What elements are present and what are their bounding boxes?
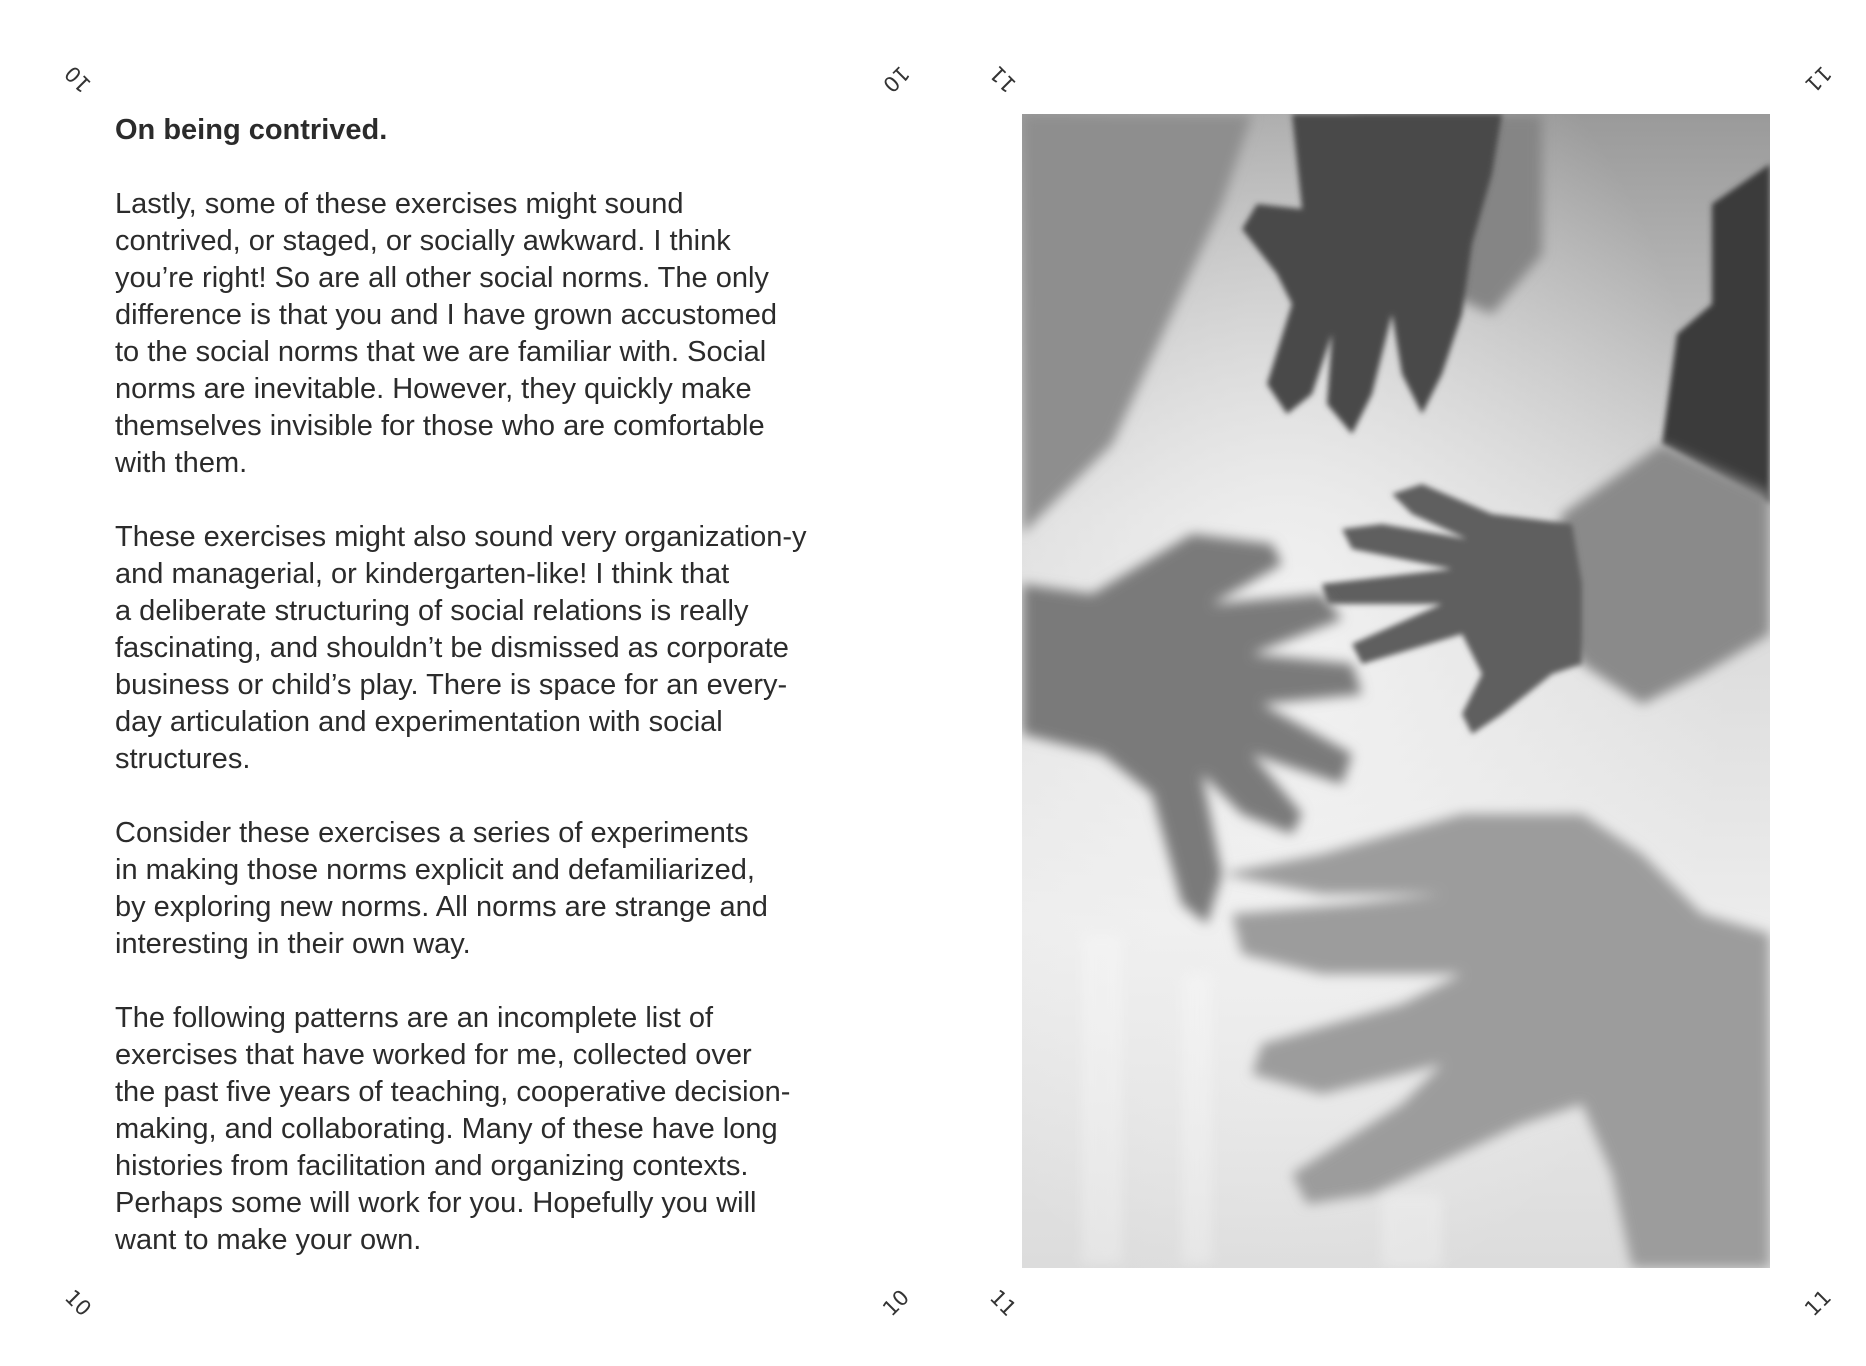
page-number-bottom-right: 10: [878, 1285, 914, 1321]
hands-photo-illustration: [1022, 114, 1770, 1268]
text-line: a deliberate structuring of social relations is really: [115, 595, 749, 627]
text-line: These exercises might also sound very organization-y: [115, 521, 807, 553]
text-line: by exploring new norms. All norms are strange and: [115, 891, 768, 923]
text-line: interesting in their own way.: [115, 928, 471, 960]
paragraph-2: [115, 519, 875, 778]
text-line: themselves invisible for those who are comfortable: [115, 410, 765, 442]
text-line: with them.: [115, 447, 248, 479]
text-line: day articulation and experimentation with social: [115, 706, 723, 738]
text-line: histories from facilitation and organizing contexts.: [115, 1150, 749, 1182]
paragraph-4: [115, 1000, 875, 1259]
text-line: the past five years of teaching, cooperative decision-: [115, 1076, 791, 1108]
text-line: exercises that have worked for me, collected over: [115, 1039, 752, 1071]
hands-photograph: [1022, 114, 1770, 1268]
page-number-top-left: 11: [985, 61, 1021, 97]
text-line: to the social norms that we are familiar with. Social: [115, 336, 767, 368]
text-line: structures.: [115, 743, 251, 775]
text-line: you’re right! So are all other social norms. The only: [115, 262, 769, 294]
text-line: and managerial, or kindergarten-like! I think that: [115, 558, 730, 590]
page-number-top-right: 11: [1800, 61, 1836, 97]
text-line: Lastly, some of these exercises might sound: [115, 188, 684, 220]
text-line: fascinating, and shouldn’t be dismissed as corporate: [115, 632, 789, 664]
page-number-bottom-right: 11: [1800, 1285, 1836, 1321]
text-line: business or child’s play. There is space for an every-: [115, 669, 788, 701]
page-number-top-right: 10: [878, 61, 914, 97]
text-line: in making those norms explicit and defamiliarized,: [115, 854, 755, 886]
article-body: [115, 112, 875, 1296]
paragraph-1: [115, 186, 875, 482]
text-line: The following patterns are an incomplete list of: [115, 1002, 714, 1034]
text-line: making, and collaborating. Many of these have long: [115, 1113, 778, 1145]
text-line: norms are inevitable. However, they quickly make: [115, 373, 752, 405]
text-line: Perhaps some will work for you. Hopefully you will: [115, 1187, 757, 1219]
text-line: contrived, or staged, or socially awkward. I think: [115, 225, 731, 257]
text-line: difference is that you and I have grown accustomed: [115, 299, 778, 331]
text-line: Consider these exercises a series of experiments: [115, 817, 749, 849]
text-line: want to make your own.: [115, 1224, 422, 1256]
page-number-top-left: 10: [60, 61, 96, 97]
paragraph-3: [115, 815, 875, 963]
page-number-bottom-left: 10: [60, 1285, 96, 1321]
page-number-bottom-left: 11: [985, 1285, 1021, 1321]
section-heading: On being contrived.: [115, 114, 388, 146]
